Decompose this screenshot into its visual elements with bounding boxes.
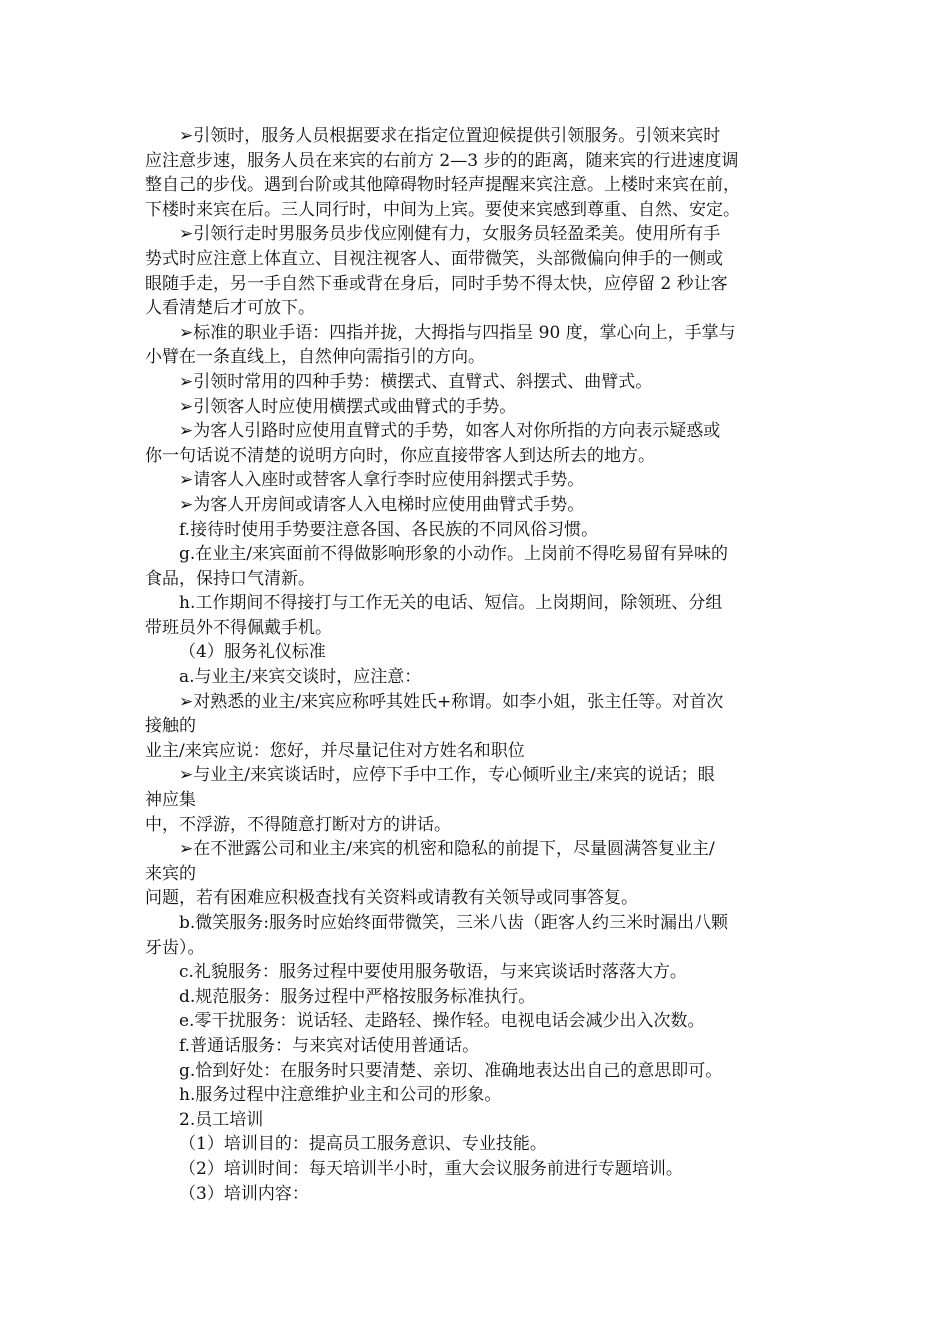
text-line: ➢引领时常用的四种手势：横摆式、直臂式、斜摆式、曲臂式。 [179, 371, 653, 392]
text-line: g.在业主/来宾面前不得做影响形象的小动作。上岗前不得吃易留有异味的 [179, 544, 729, 565]
text-line: ➢为客人开房间或请客人入电梯时应使用曲臂式手势。 [179, 494, 585, 515]
text-line: 问题，若有困难应积极查找有关资料或请教有关领导或同事答复。 [145, 888, 638, 909]
text-line: ➢为客人引路时应使用直臂式的手势，如客人对你所指的方向表示疑惑或 [179, 421, 721, 442]
text-line: h.服务过程中注意维护业主和公司的形象。 [179, 1085, 502, 1106]
text-line: d.规范服务：服务过程中严格按服务标准执行。 [179, 986, 536, 1007]
text-line: 带班员外不得佩戴手机。 [145, 617, 332, 638]
text-line: ➢标准的职业手语：四指并拢，大拇指与四指呈 90 度，掌心向上，手掌与 [179, 322, 736, 343]
text-line: ➢请客人入座时或替客人拿行李时应使用斜摆式手势。 [179, 470, 585, 491]
text-line: 中，不浮游，不得随意打断对方的讲话。 [145, 814, 451, 835]
text-line: 人看清楚后才可放下。 [145, 298, 315, 319]
text-line: a.与业主/来宾交谈时，应注意： [179, 667, 422, 688]
text-line: 下楼时来宾在后。三人同行时，中间为上宾。要使来宾感到尊重、自然、安定。 [145, 199, 740, 220]
text-line: 2.员工培训 [179, 1109, 264, 1130]
text-line: 牙齿）。 [145, 937, 205, 958]
text-line: ➢对熟悉的业主/来宾应称呼其姓氏+称谓。如李小姐，张主任等。对首次 [179, 691, 724, 712]
text-line: ➢在不泄露公司和业主/来宾的机密和隐私的前提下，尽量圆满答复业主/ [179, 839, 715, 860]
text-line: f.接待时使用手势要注意各国、各民族的不同风俗习惯。 [179, 519, 599, 540]
text-line: （3）培训内容： [179, 1183, 309, 1204]
document-body [145, 124, 810, 1206]
text-line: c.礼貌服务：服务过程中要使用服务敬语，与来宾谈话时落落大方。 [179, 962, 687, 983]
text-line: 应注意步速，服务人员在来宾的右前方 2—3 步的的距离，随来宾的行进速度调 [145, 150, 739, 171]
text-line: （2）培训时间：每天培训半小时，重大会议服务前进行专题培训。 [179, 1158, 683, 1179]
text-line: f.普通话服务：与来宾对话使用普通话。 [179, 1035, 480, 1056]
text-line: h.工作期间不得接打与工作无关的电话、短信。上岗期间，除领班、分组 [179, 593, 723, 614]
text-line: 你一句话说不清楚的说明方向时，你应直接带客人到达所去的地方。 [145, 445, 655, 466]
text-line: g.恰到好处：在服务时只要清楚、亲切、准确地表达出自己的意思即可。 [179, 1060, 723, 1081]
text-line: ➢引领客人时应使用横摆式或曲臂式的手势。 [179, 396, 517, 417]
text-line: 业主/来宾应说：您好，并尽量记住对方姓名和职位 [145, 740, 525, 761]
text-line: 眼随手走，另一手自然下垂或背在身后，同时手势不得太快，应停留 2 秒让客 [145, 273, 728, 294]
text-line: ➢引领时，服务人员根据要求在指定位置迎候提供引领服务。引领来宾时 [179, 126, 721, 146]
text-line: 小臂在一条直线上，自然伸向需指引的方向。 [145, 347, 485, 368]
text-line: 食品，保持口气清新。 [145, 568, 315, 589]
text-line: 来宾的 [145, 863, 196, 884]
text-line: （1）培训目的：提高员工服务意识、专业技能。 [179, 1134, 547, 1155]
text-line: e.零干扰服务：说话轻、走路轻、操作轻。电视电话会减少出入次数。 [179, 1011, 705, 1032]
text-line: ➢引领行走时男服务员步伐应刚健有力，女服务员轻盈柔美。使用所有手 [179, 224, 721, 245]
text-line: （4）服务礼仪标准 [179, 642, 326, 663]
text-line: 接触的 [145, 716, 196, 737]
text-line: 势式时应注意上体直立、目视注视客人、面带微笑，头部微偏向伸手的一侧或 [145, 248, 723, 269]
text-line: 整自己的步伐。遇到台阶或其他障碍物时轻声提醒来宾注意。上楼时来宾在前， [145, 175, 740, 196]
text-line: 神应集 [145, 790, 196, 811]
text-line: ➢与业主/来宾谈话时，应停下手中工作，专心倾听业主/来宾的说话；眼 [179, 765, 715, 786]
text-line: b.微笑服务:服务时应始终面带微笑，三米八齿（距客人约三米时漏出八颗 [179, 913, 729, 933]
